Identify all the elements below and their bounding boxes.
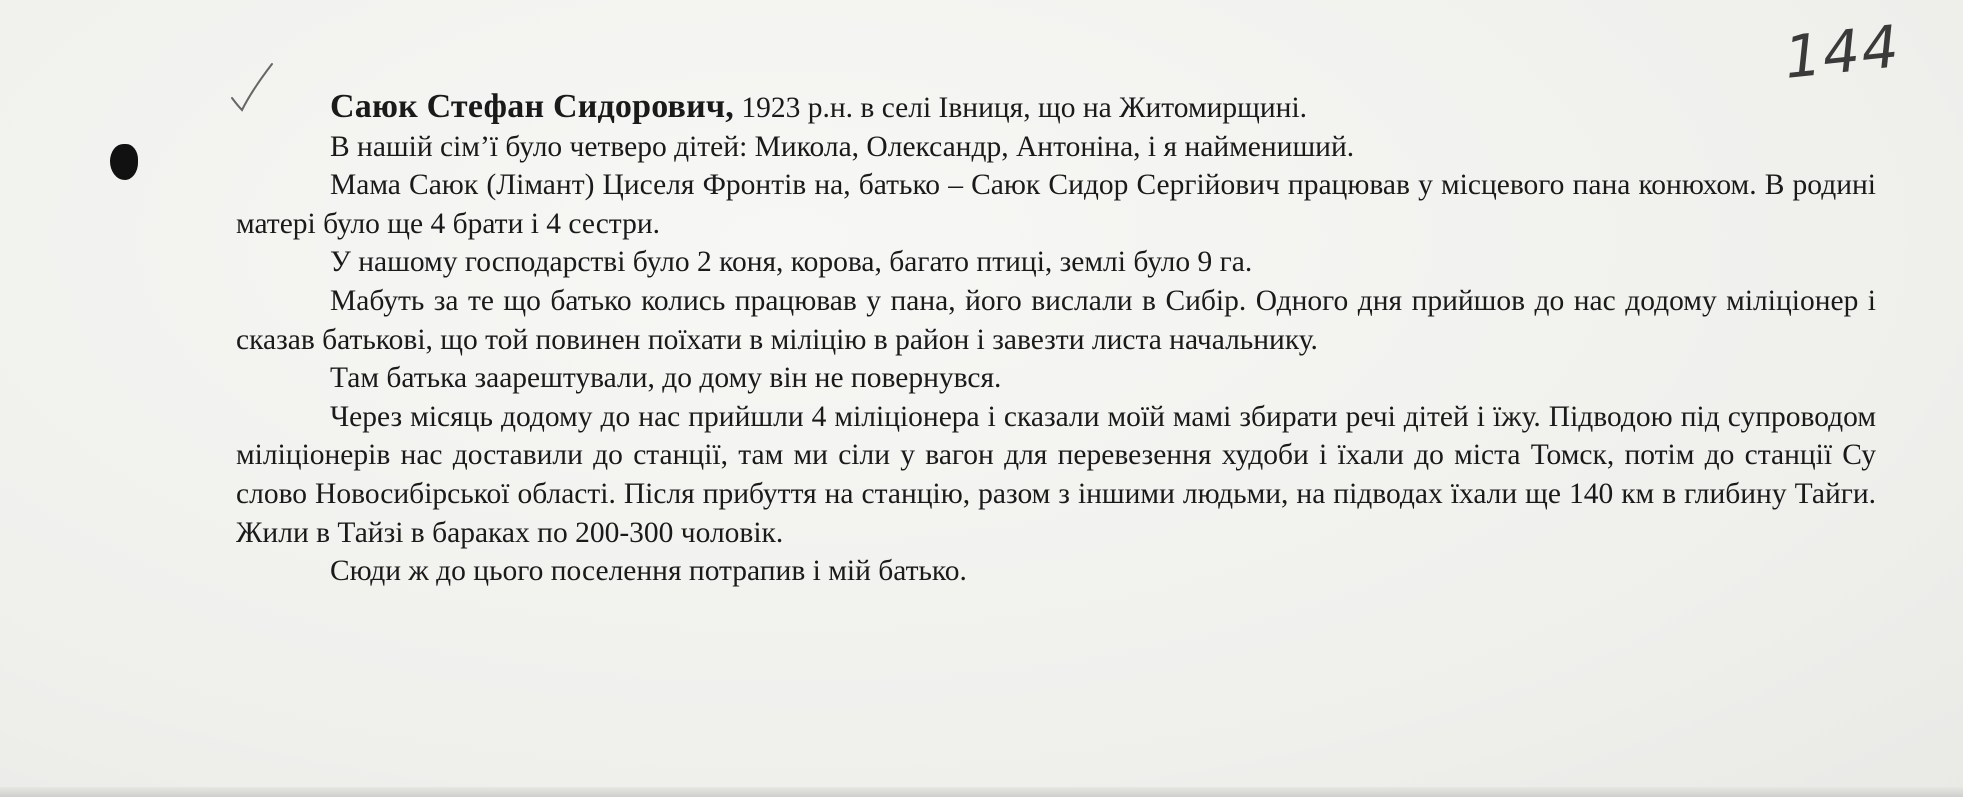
intro-paragraph [236,88,1876,128]
handwritten-page-number: 144 [1780,11,1905,93]
paragraph: Мама Саюк (Лімант) Циселя Фронтів на, батько – Саюк Сидор Сергійович працював у місцевого пана конюхом. В родині матері було ще 4 брати і 4 сестри. [236,169,1876,240]
intro-text: 1923 р.н. в селі Івниця, що на Житомирщині. [733,92,1308,124]
paragraph: Через місяць додому до нас прийшли 4 міліціонера і сказали моїй мамі збирати речі дітей і їжу. Підводою під супроводом міліціонерів нас доставили до станції, там ми сіли у вагон для перевезення худоби і їхали до міста Томск, потім до станції Су слово Новосибірської області. Після прибуття на станцію, разом з іншими людьми, на підводах їхали ще 140 км в глибину Тайги. Жили в Тайзі в бараках по 200-300 чоловік. [236,400,1876,549]
document-text [236,88,1876,591]
paragraph: Сюди ж до цього поселення потрапив і мій батько. [330,555,967,588]
ink-blot [110,144,138,180]
paragraph: Мабуть за те що батько колись працював у пана, його вислали в Сибір. Одного дня прийшов до нас додому міліціонер і сказав батькові, що той повинен поїхати в міліцію в район і завезти листа начальнику. [236,284,1876,356]
paragraph: В нашій сім’ї було четверо дітей: Микола, Олександр, Антоніна, і я наймениший. [330,130,1355,163]
paragraph: Там батька заарештували, до дому він не повернувся. [330,362,1002,395]
page-edge [0,787,1963,797]
person-name: Саюк Стефан Сидорович, [330,88,734,125]
paragraph: У нашому господарстві було 2 коня, корова, багато птиці, землі було 9 га. [330,246,1253,279]
